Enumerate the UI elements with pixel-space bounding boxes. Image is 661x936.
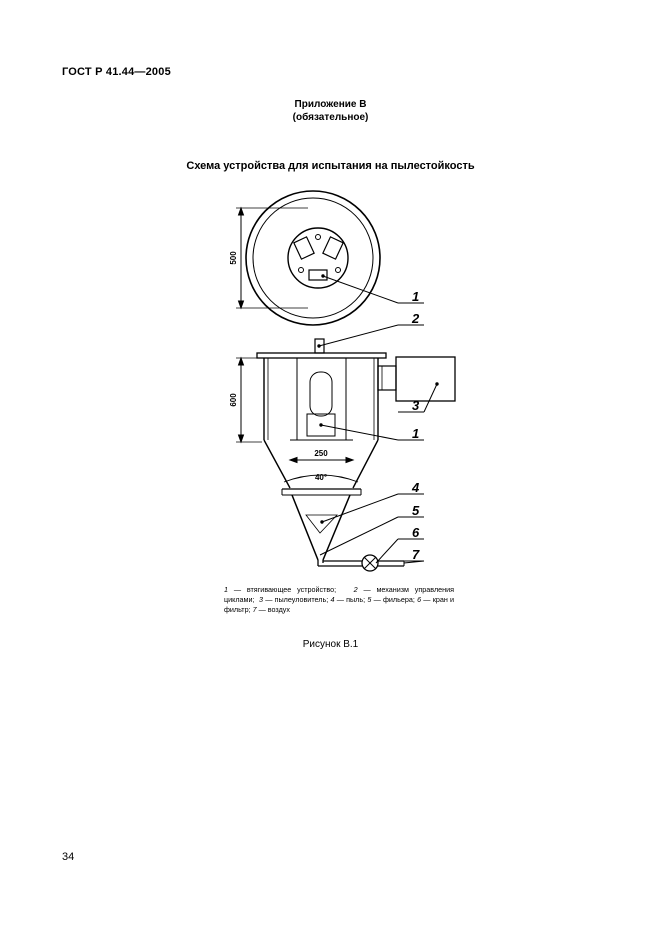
lid	[257, 353, 386, 358]
dust-collector	[396, 357, 455, 401]
bolt-left	[299, 268, 304, 273]
legend-text-5: фильера;	[382, 595, 415, 604]
callout-4: 4	[412, 480, 420, 495]
inner-shaft	[310, 372, 332, 416]
appendix-title: Приложение В	[294, 99, 367, 110]
legend-num-1: 1	[224, 585, 228, 594]
legend-text-6: кран и фильтр;	[224, 595, 455, 614]
legend-num-2: 2	[353, 585, 358, 594]
turntable-circle	[288, 228, 348, 288]
dim-label-40deg: 40°	[314, 473, 328, 482]
appendix-subtitle: (обязательное)	[292, 112, 369, 123]
callout-1a: 1	[412, 289, 420, 304]
legend-text-7: воздух	[267, 605, 290, 614]
holder-left	[294, 237, 314, 259]
collector-pipe	[378, 366, 396, 390]
dim-label-600: 600	[229, 393, 238, 407]
callout-1b: 1	[412, 426, 420, 441]
legend-num-5: 5	[367, 595, 372, 604]
page-number: 34	[62, 851, 75, 863]
dim-label-250: 250	[314, 449, 328, 458]
figure-legend: 1 — втягивающее устройство; 2 — механизм управления циклами; 3 — пылеуловитель; 4 — пыль; 5 — фильера; 6 — кран и фильтр; 7 — воздух	[224, 585, 455, 614]
document-header: ГОСТ Р 41.44—2005	[62, 66, 171, 78]
legend-text-4: пыль;	[346, 595, 366, 604]
legend-num-3: 3	[258, 595, 263, 604]
callout-7: 7	[412, 547, 420, 562]
legend-text-3: пылеуловитель;	[274, 595, 329, 604]
bolt-right	[336, 268, 341, 273]
legend-num-6: 6	[417, 595, 422, 604]
callout-5: 5	[412, 503, 420, 518]
leader-1a	[323, 276, 398, 303]
figure-caption: Рисунок В.1	[302, 639, 359, 650]
section-title: Схема устройства для испытания на пылестойкость	[186, 160, 475, 172]
inner-housing-circle	[253, 198, 373, 318]
legend-num-4: 4	[330, 595, 335, 604]
legend-text-1: втягивающее устройство;	[246, 585, 337, 594]
outer-housing-circle	[246, 191, 380, 325]
holder-right	[323, 237, 343, 259]
legend-num-7: 7	[252, 605, 257, 614]
callout-2: 2	[412, 311, 420, 326]
callout-6: 6	[412, 525, 420, 540]
bolt-top	[316, 235, 321, 240]
dim-label-500: 500	[229, 251, 238, 265]
callout-3: 3	[412, 398, 420, 413]
legend-text-2: механизм управления циклами;	[224, 585, 455, 604]
